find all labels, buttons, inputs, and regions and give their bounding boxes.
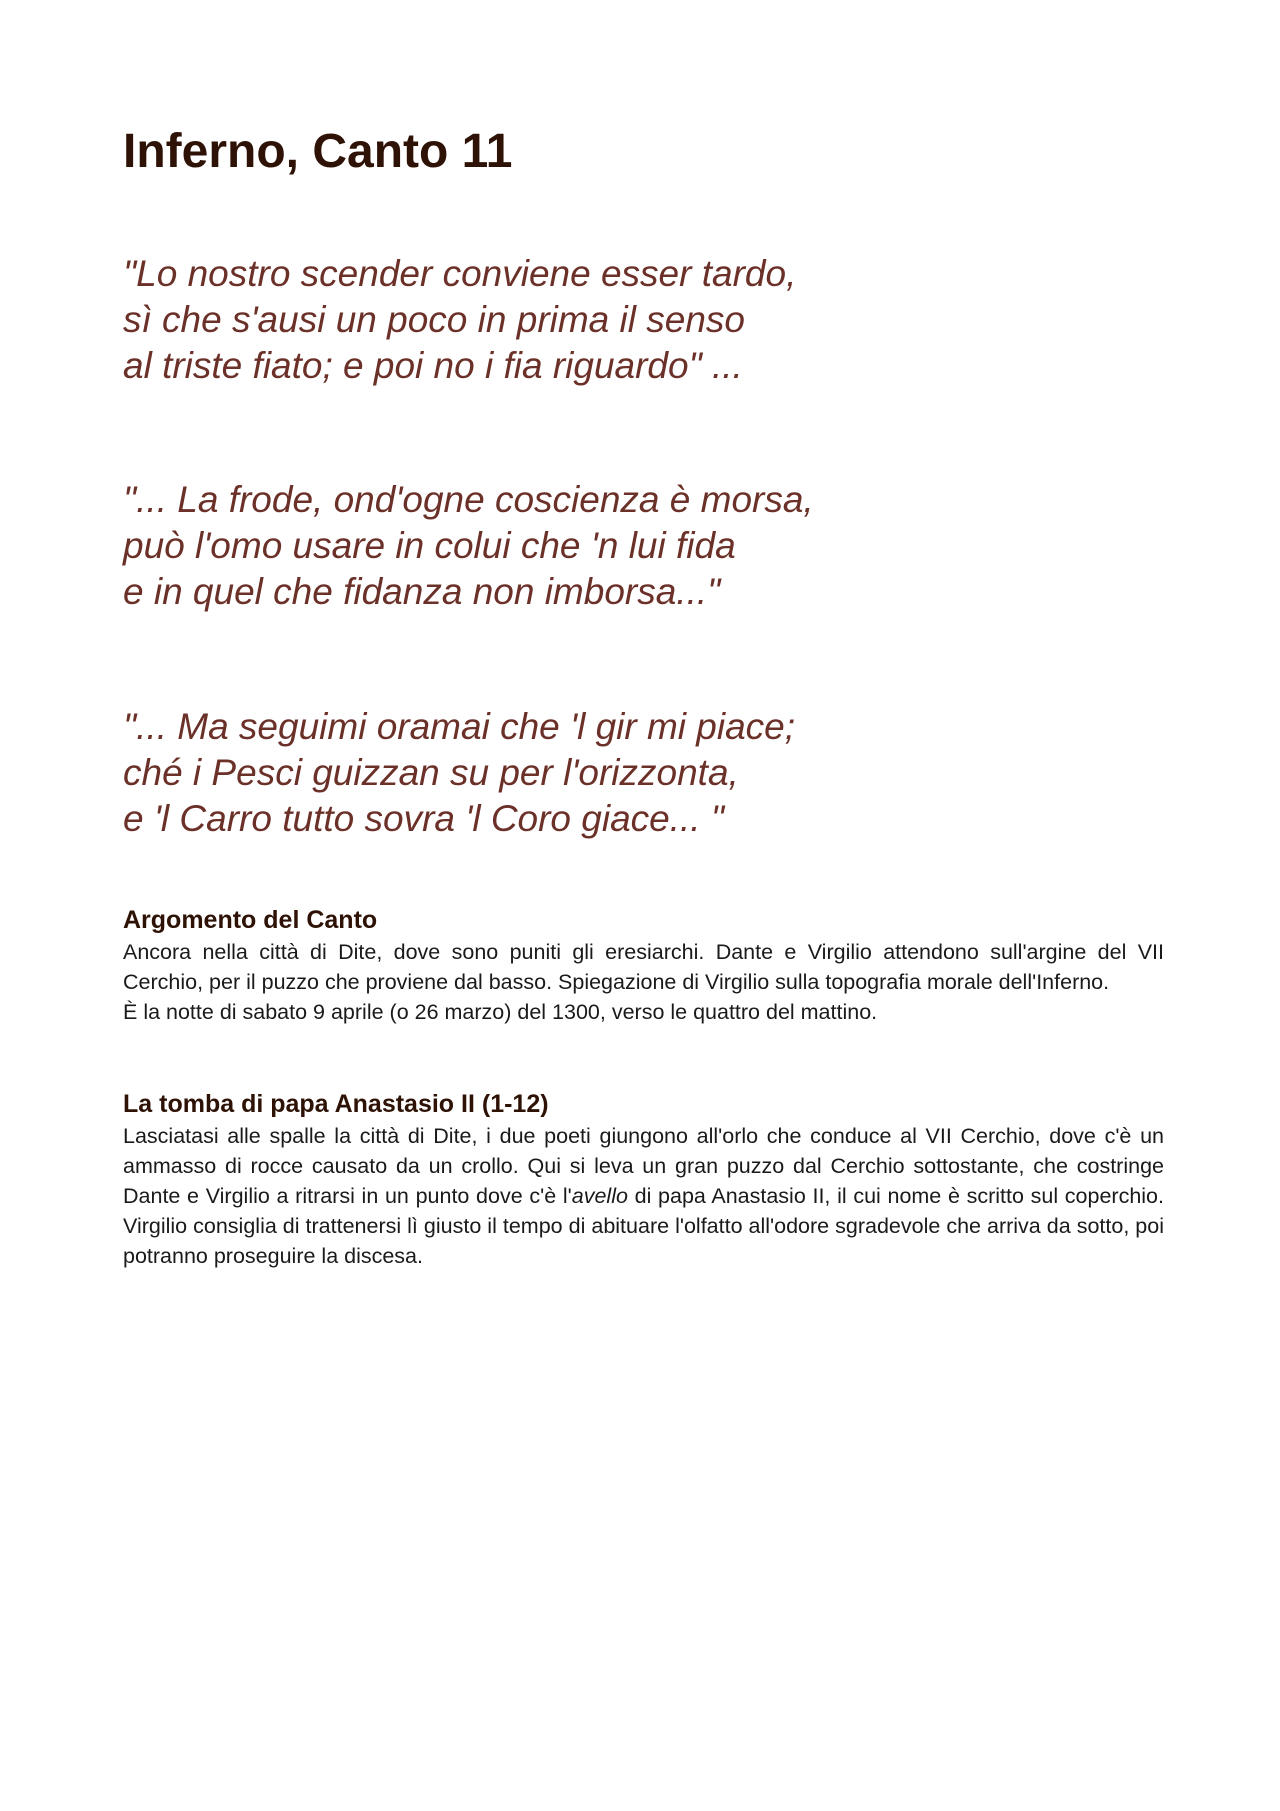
quote-line: "Lo nostro scender conviene esser tardo, xyxy=(123,253,797,294)
section-heading: Argomento del Canto xyxy=(123,906,378,934)
page-title: Inferno, Canto 11 xyxy=(123,125,513,178)
section-heading: La tomba di papa Anastasio II (1-12) xyxy=(123,1090,549,1118)
quote-block-1 xyxy=(123,251,796,389)
quote-line: ché i Pesci guizzan su per l'orizzonta, xyxy=(123,752,739,793)
section-note: È la notte di sabato 9 aprile (o 26 marzo) del 1300, verso le quattro del mattino. xyxy=(123,1000,878,1024)
paragraph-text: di papa Anastasio II, il cui nome è scritto sul coperchio. Virgilio consiglia di trattenersi lì giusto il tempo di abituare l'olfatto all'odore sgradevole che arriva da sotto, poi potranno proseguire la discesa. xyxy=(123,1184,1164,1268)
section-tomba xyxy=(123,1087,1164,1271)
section-paragraph: Ancora nella città di Dite, dove sono puniti gli eresiarchi. Dante e Virgilio attendono sull'argine del VII Cerchio, per il puzzo che proviene dal basso. Spiegazione di Virgilio sulla topografia morale dell'Inferno. xyxy=(123,940,1164,994)
section-paragraph xyxy=(123,1121,1164,1271)
quote-line: e in quel che fidanza non imborsa..." xyxy=(123,571,721,612)
quote-line: al triste fiato; e poi no i fia riguardo" ... xyxy=(123,345,743,386)
quote-line: "... La frode, ond'ogne coscienza è morsa, xyxy=(123,479,814,520)
paragraph-text: Lasciatasi alle spalle la città di Dite, i due poeti giungono all'orlo che conduce al VII Cerchio, dove c'è un ammasso di rocce causato da un crollo. Qui si leva un gran puzzo dal Cerchio sottostante, che costringe Dante e Virgilio a ritrarsi in un punto dove c'è l' xyxy=(123,1124,1164,1208)
quote-block-3 xyxy=(123,704,795,842)
quote-line: e 'l Carro tutto sovra 'l Coro giace... " xyxy=(123,798,724,839)
quote-block-2 xyxy=(123,477,814,615)
quote-line: sì che s'ausi un poco in prima il senso xyxy=(123,299,745,340)
quote-line: "... Ma seguimi oramai che 'l gir mi piace; xyxy=(123,706,796,747)
quote-line: può l'omo usare in colui che 'n lui fida xyxy=(123,525,736,566)
section-argomento xyxy=(123,903,1164,1027)
emphasis-text: avello xyxy=(571,1184,628,1208)
